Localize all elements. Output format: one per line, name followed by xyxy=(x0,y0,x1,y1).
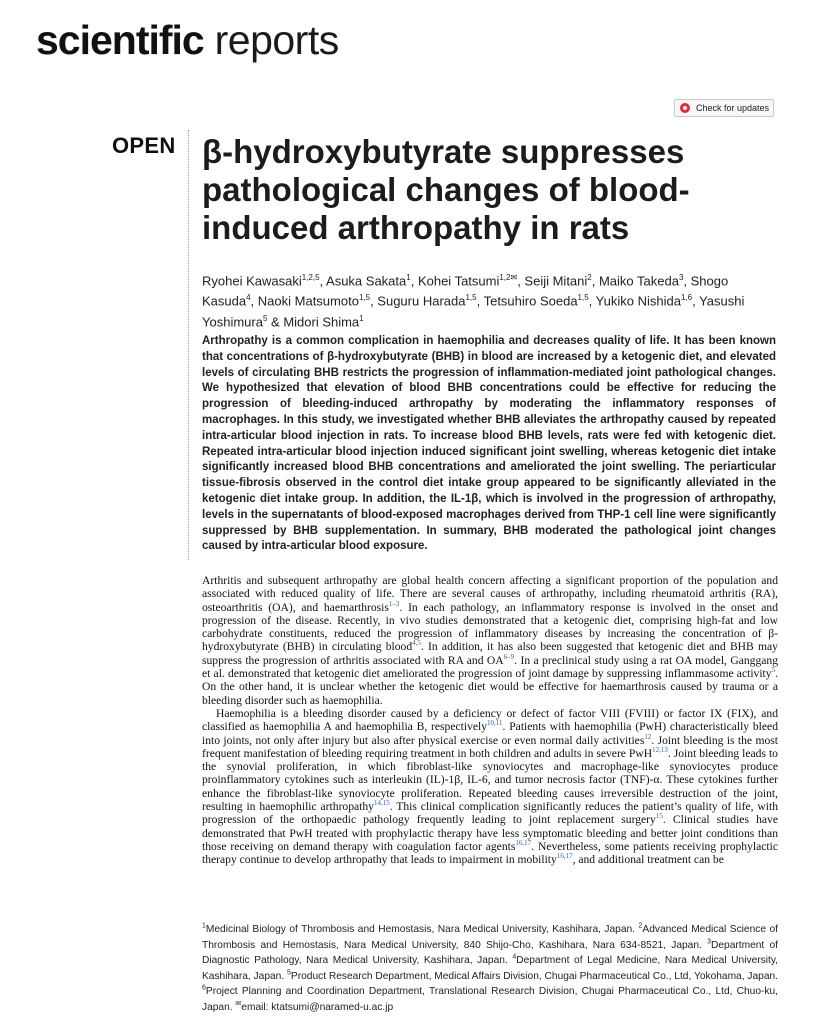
citation-link[interactable]: 1–3 xyxy=(388,599,400,608)
citation-link[interactable]: 12,13 xyxy=(652,746,668,754)
body-paragraph xyxy=(202,574,778,707)
check-updates-button[interactable] xyxy=(674,99,774,117)
citation-link[interactable]: 12 xyxy=(644,732,652,741)
author-name[interactable]: Midori Shima xyxy=(283,313,360,329)
citation-link[interactable]: 6–9 xyxy=(503,652,515,661)
body-paragraph xyxy=(202,707,778,867)
citation-link[interactable]: 5 xyxy=(771,666,776,675)
body-text-run: , and additional treatment can be xyxy=(572,853,724,867)
citation-link[interactable]: 4,5 xyxy=(412,639,421,648)
affiliation-number: 6 xyxy=(202,984,206,992)
citation-link[interactable]: 15 xyxy=(655,812,663,821)
body-text-run: Haemophilia is a bleeding disorder caused by a deficiency or defect of factor VIII (FVIII) or factor IX (FIX), and classified as haemophilia A and haemophilia B, respectively xyxy=(202,706,778,734)
affiliation-text: Advanced Medical Science of Thrombosis and Hemostasis, Nara Medical University, 840 Shijo-Cho, Kashihara, Nara 634-8521, Japan. xyxy=(202,924,779,951)
author-affiliation-sup: 3 xyxy=(678,273,684,282)
affiliation-number: 4 xyxy=(512,953,517,961)
journal-logo[interactable] xyxy=(36,18,339,62)
author-separator: , xyxy=(517,273,525,289)
affiliation-text: Medicinal Biology of Thrombosis and Hemostasis, Nara Medical University, Kashihara, Japan. xyxy=(205,924,639,935)
body-text-run: . Joint bleeding is the most frequent manifestation of bleeding requiring treatment in both children and adults in severe PwH xyxy=(202,733,778,760)
author-name[interactable]: Suguru Harada xyxy=(377,293,466,309)
affiliation-number: ✉ xyxy=(235,1000,242,1008)
body-text-run: . In addition, it has also been suggested that ketogenic diet and BHB may suppress the progression of arthritis associated with RA and OA xyxy=(202,640,778,667)
affiliations xyxy=(202,922,778,1015)
author-separator: , xyxy=(370,293,378,309)
citation-link[interactable]: 16,17 xyxy=(515,839,532,848)
author-name[interactable]: Naoki Matsumoto xyxy=(257,293,359,309)
body-text xyxy=(202,574,778,867)
citation-link[interactable]: 16,17 xyxy=(556,852,573,861)
affiliation-text: Product Research Department, Medical Affairs Division, Chugai Pharmaceutical Co., Ltd, Yokohama, Japan. xyxy=(290,970,778,982)
author-affiliation-sup: 1,5 xyxy=(465,293,477,303)
affiliation-number: 1 xyxy=(202,922,206,930)
author-affiliation-sup: 1,5 xyxy=(358,293,371,303)
body-text-run: . Joint bleeding leads to the synovial proliferation, in which fibroblast-like synoviocytes and macrophage-like synoviocytes produce proinflammatory cytokines such as interleukin (IL)-1β, IL-6, and tumor necrosis factor (TNF)-α. These cytokines further enhance the fibroblast-like synoviocyte proliferation. Repeated bleeding causes irreversible destruction of the joint, resulting in haemophilic arthropathy xyxy=(202,746,778,814)
author-affiliation-sup: 1,5 xyxy=(577,293,589,303)
author-name[interactable]: Kohei Tatsumi xyxy=(417,273,500,289)
author-name[interactable]: Shogo Kasuda xyxy=(202,273,729,309)
author-affiliation-sup: 2 xyxy=(587,273,592,282)
affiliation-text: Project Planning and Coordination Department, Translational Research Division, Chugai Pharmaceutical Co., Ltd, Chuo-ku, Japan. xyxy=(202,986,778,1013)
body-text-run: . On the other hand, it is unclear whether the ketogenic diet would be effective for haemarthrosis caused by trauma or a bleeding disorder such as haemophilia. xyxy=(202,667,778,707)
author-separator: , xyxy=(692,293,700,309)
author-separator: , xyxy=(319,273,327,289)
author-affiliation-sup: 4 xyxy=(246,293,251,303)
journal-logo-light: reports xyxy=(203,17,339,63)
affiliation-number: 3 xyxy=(707,938,712,946)
author-name[interactable]: Asuka Sakata xyxy=(326,273,407,289)
author-name[interactable]: Yasushi Yoshimura xyxy=(202,293,745,329)
author-list xyxy=(202,269,772,330)
crossmark-icon xyxy=(680,103,690,113)
body-text-run: . Nevertheless, some patients receiving prophylactic therapy continue to develop arthropathy that leads to impairment in mobility xyxy=(202,839,779,867)
body-text-run: . Clinical studies have demonstrated that PwH treated with prophylactic therapy have less symptomatic bleeding and better joint conditions than those receiving on demand therapy with coagulation factor agents xyxy=(202,813,778,853)
author-name[interactable]: Ryohei Kawasaki xyxy=(202,273,302,289)
affiliation-number: 2 xyxy=(638,922,643,930)
affiliation-text: Department of Legal Medicine, Nara Medical University, Kashihara, Japan. xyxy=(202,955,778,982)
author-affiliation-sup: 1,2✉ xyxy=(499,273,518,282)
citation-link[interactable]: 14,15 xyxy=(373,799,390,808)
citation-link[interactable]: 10,11 xyxy=(487,719,503,728)
author-name[interactable]: Maiko Takeda xyxy=(598,273,679,289)
check-updates-label: Check for updates xyxy=(696,103,770,113)
body-text-run: . In a preclinical study using a rat OA model, Ganggang et al. demonstrated that ketogenic diet ameliorated the progression of joint damage by suppressing inflammasome activity xyxy=(202,653,778,681)
author-name[interactable]: Tetsuhiro Soeda xyxy=(483,293,578,309)
author-separator: , xyxy=(250,293,258,309)
divider-line xyxy=(188,130,189,560)
author-separator: , xyxy=(476,293,484,309)
author-separator: , xyxy=(591,273,599,289)
author-separator: & xyxy=(267,313,284,329)
author-name[interactable]: Yukiko Nishida xyxy=(595,293,681,309)
author-name[interactable]: Seiji Mitani xyxy=(524,273,588,289)
author-separator: , xyxy=(410,273,418,289)
author-affiliation-sup: 1,6 xyxy=(680,293,693,303)
author-separator: , xyxy=(588,293,596,309)
abstract: Arthropathy is a common complication in haemophilia and decreases quality of life. It has been known that concentrations of β-hydroxybutyrate (BHB) in blood are increased by a ketogenic diet, and elevated levels of circulating BHB restricts the progression of inflammation-mediated joint pathological changes. We hypothesized that elevation of blood BHB concentrations could be effective for reducing the progression of bleeding-induced arthropathy by moderating the inflammatory responses of macrophages. In this study, we investigated whether BHB alleviates the arthropathy caused by repeated intra-articular blood injection in rats. To increase blood BHB levels, rats were fed with ketogenic diet. Repeated intra-articular blood injection induced significant joint swelling, whereas ketogenic diet intake significantly increased blood BHB concentrations and ameliorated the joint swelling. The periarticular tissue-fibrosis observed in the control diet intake group appeared to be significantly alleviated in the ketogenic diet intake group. In addition, the IL-1β, which is involved in the progression of arthropathy, levels in the supernatants of blood-exposed macrophages derived from THP-1 cell line were significantly suppressed by BHB supplementation. In summary, BHB moderated the pathological joint changes caused by intra-articular blood exposure. xyxy=(202,335,776,553)
body-text-run: . This clinical complication significantly reduces the patient’s quality of life, with progression of the orthopaedic pathology frequently leading to joint replacement surgery xyxy=(202,800,778,827)
open-access-label: OPEN xyxy=(112,133,176,158)
author-affiliation-sup: 1 xyxy=(359,313,364,323)
journal-logo-bold: scientific xyxy=(36,17,204,63)
author-affiliation-sup: 5 xyxy=(262,313,268,323)
affiliation-text: Department of Diagnostic Pathology, Nara Medical University, Kashihara, Japan. xyxy=(202,939,778,966)
affiliation-number: 5 xyxy=(287,969,291,977)
author-affiliation-sup: 1 xyxy=(406,273,411,282)
article-title: β-hydroxybutyrate suppresses pathological changes of blood-induced arthropathy in rats xyxy=(202,133,690,246)
author-affiliation-sup: 1,2,5 xyxy=(301,273,320,282)
body-text-run: . Patients with haemophilia (PwH) characteristically bleed into joints, not only after injury but also after physical exercise or even normal daily activities xyxy=(202,720,778,747)
body-text-run: Arthritis and subsequent arthropathy are global health concern affecting a significant proportion of the population and associated with reduced quality of life. There are several causes of arthropathy, including rheumatoid arthritis (RA), osteoarthritis (OA), and haemarthrosis xyxy=(202,574,778,614)
affiliation-text: email: ktatsumi@naramed-u.ac.jp xyxy=(241,1001,394,1013)
body-text-run: . In each pathology, an inflammatory response is involved in the onset and progression of the disease. Recently, in vivo studies demonstrated that a ketogenic diet, comprising high-fat and low carbohydrate constituents, reduced the progression of inflammatory diseases by increasing the concentration of β-hydroxybutyrate (BHB) in circulating blood xyxy=(202,600,778,654)
author-separator: , xyxy=(683,273,691,289)
